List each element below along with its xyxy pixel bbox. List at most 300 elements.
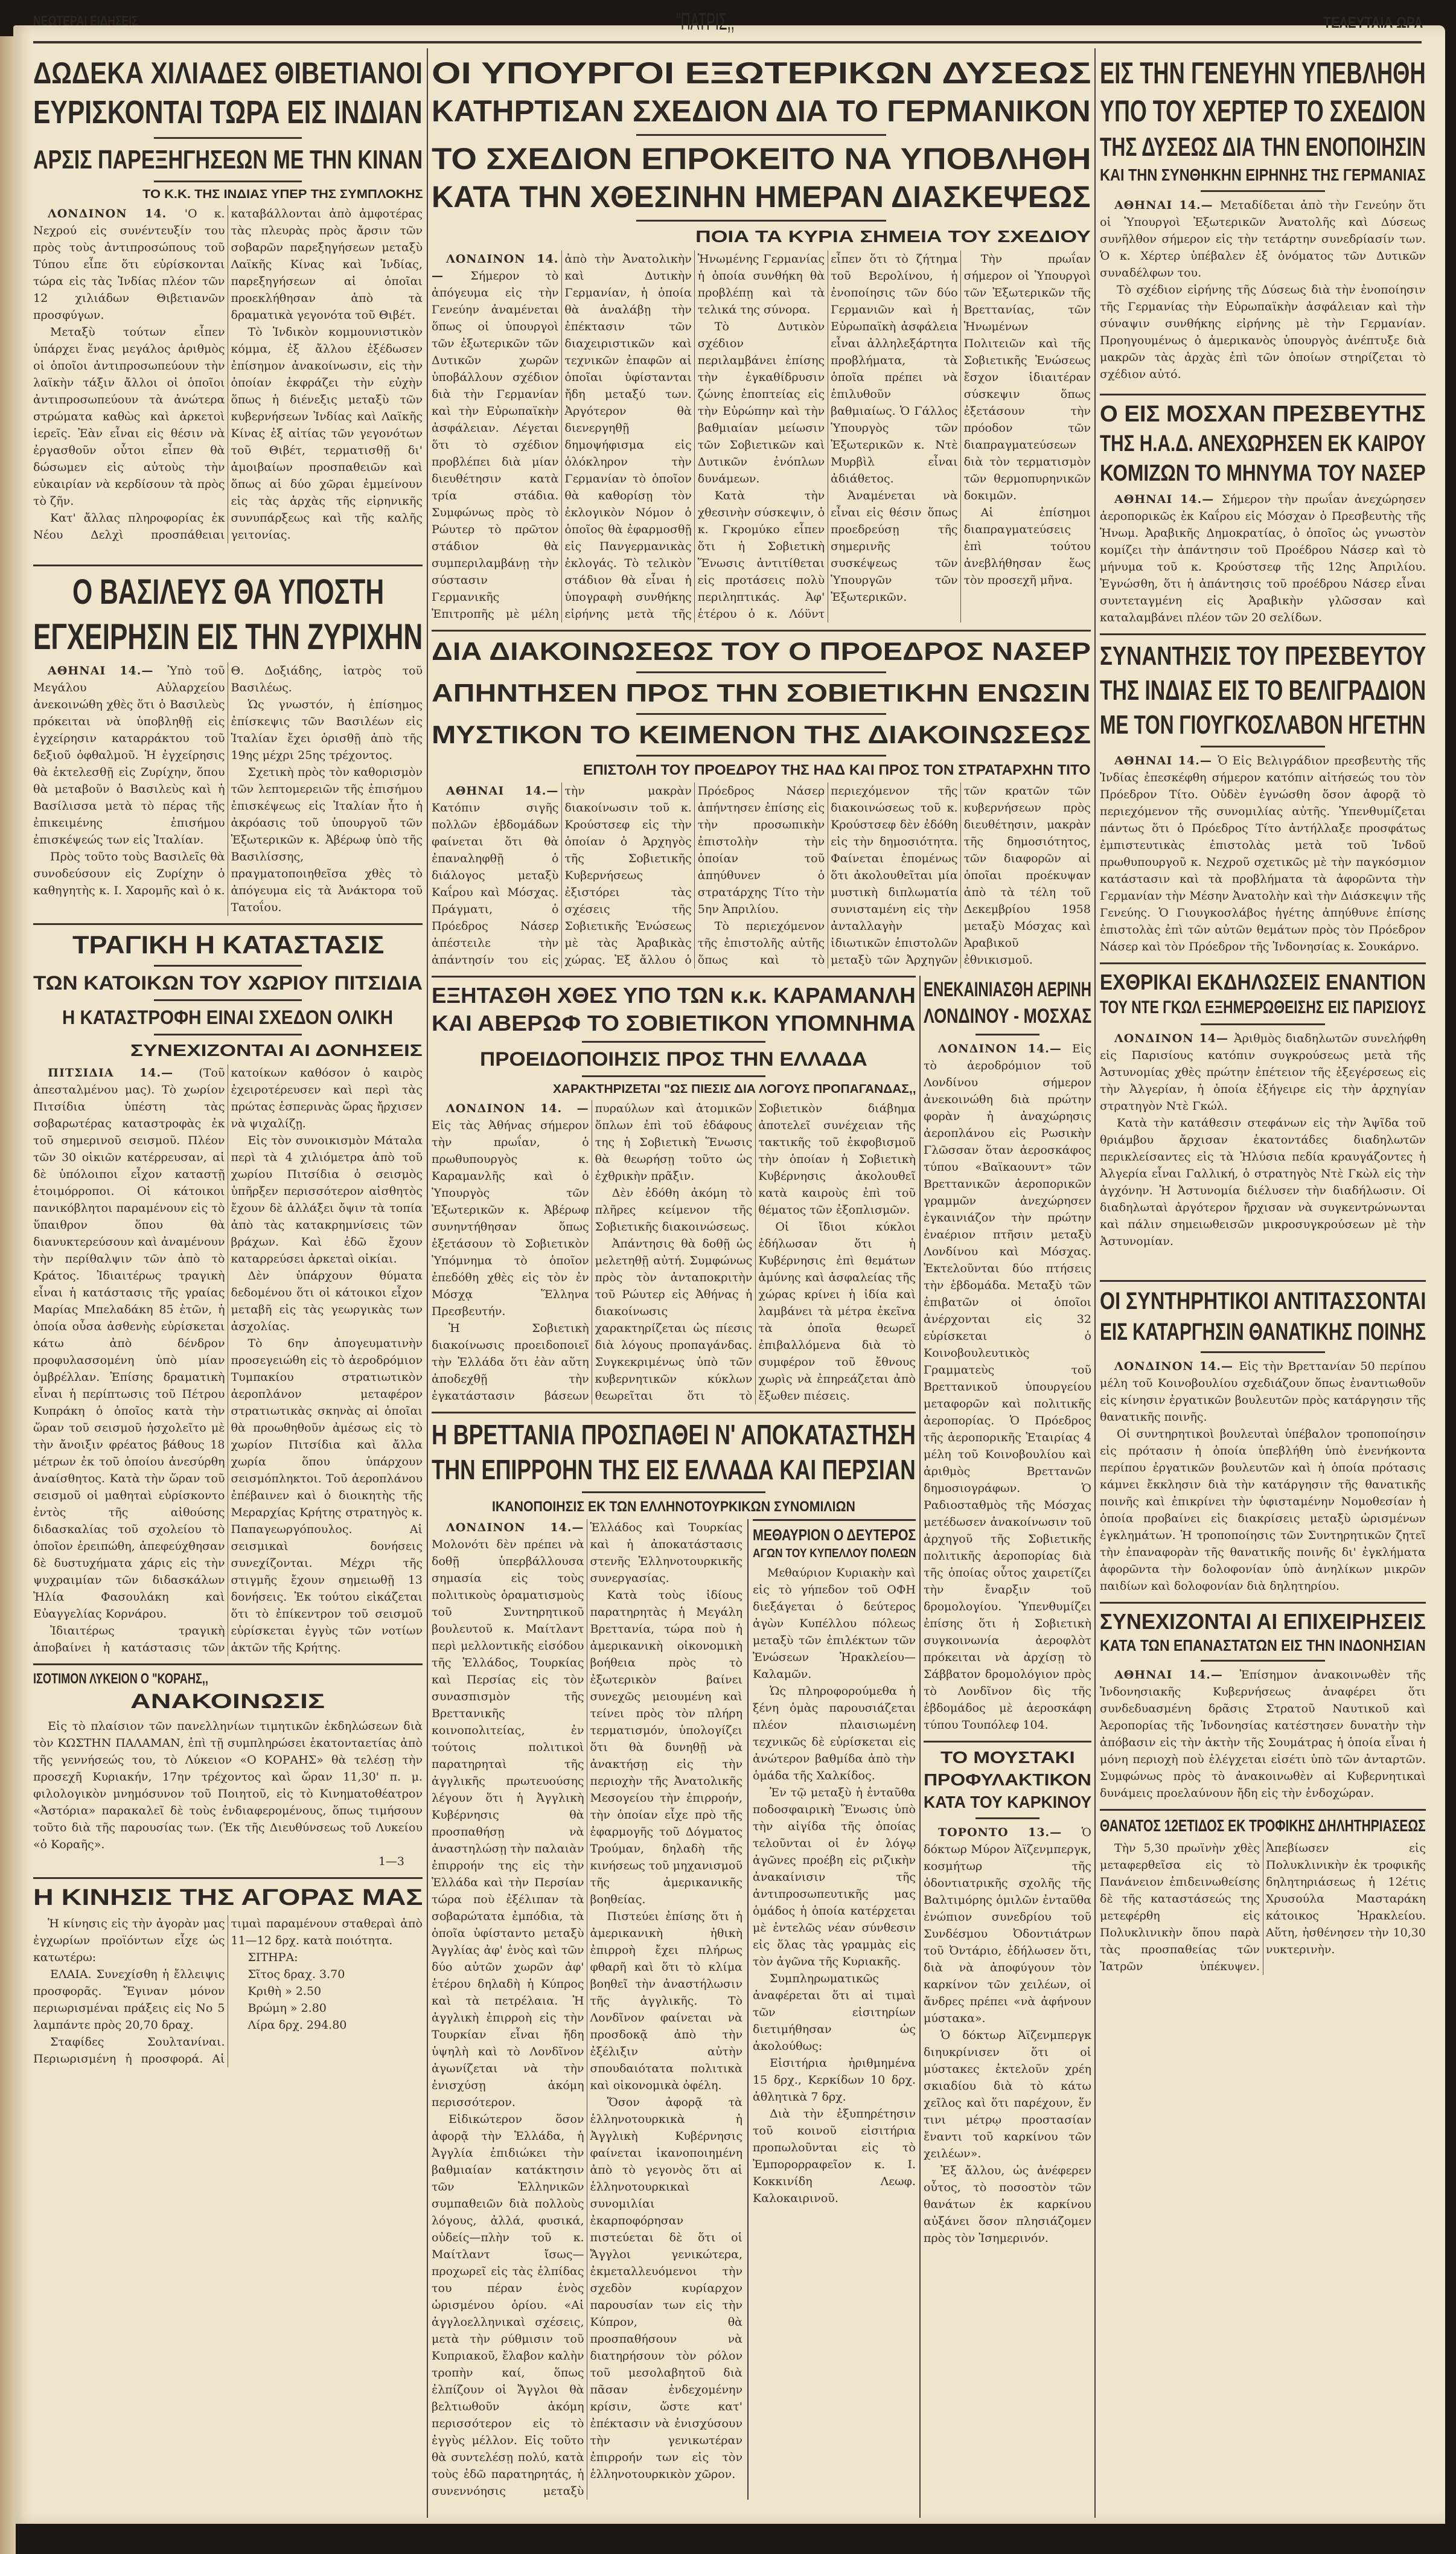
- headline-text: ΚΑΤΑ ΤΩΝ ΕΠΑΝΑΣΤΑΤΩΝ ΕΙΣ ΤΗΝ ΙΝΔΟΝΗΣΙΑΝ: [1100, 1636, 1426, 1654]
- article-paragraph: [1100, 1358, 1426, 1426]
- headline-rule: [154, 181, 302, 182]
- headline: [1100, 1608, 1426, 1634]
- headline-text: ΕΝΕΚΑΙΝΙΑΣΘΗ ΑΕΡΙΝΗ: [924, 978, 1092, 1001]
- section-divider: [432, 1412, 916, 1413]
- paragraph-text: Εἰς τὰς Ἀθήνας σήμερον τὴν πρωΐαν, ὁ πρωθυπουργὸς κ. Καραμανλῆς καὶ ὁ Ὑπουργὸς τῶν Ἐξωτερικῶν κ. Ἀβέρωφ συνηντήθησαν ὅπως ἐξετάσουν τὸ Σοβιετικὸν Ὑπόμνημα τὸ ὁποῖον ἐπεδόθη χθὲς εἰς τὸν ἐν Μόσχᾳ Ἕλληνα Πρεσβευτήν.: [432, 1119, 589, 1318]
- paragraph-text: Ὡς πληροφορούμεθα ἡ ξένη ὁμὰς παρουσιάζεται πλέον πλαισιωμένη τεχνικῶς δὲ εὑρίσκεται εἰς ἀνώτερον βαθμίδα ἀπὸ τὴν ὁμάδα τῆς Χαλκίδος.: [753, 1685, 916, 1782]
- paragraph-text: Ἰδιαιτέρως τραγικὴ ἀποβαίνει ἡ κατάστασις τῶν κατοίκων καθόσον ὁ καιρὸς ἐχειροτέρευσεν καὶ περὶ τὰς πρώτας ἑσπερινὰς ὥρας ἤρχισεν νὰ ψιχαλίζῃ.: [33, 1066, 423, 1654]
- paragraph-text: Κριθὴ » 2.50: [247, 1985, 322, 1998]
- article-body: [33, 1718, 423, 1870]
- section-divider: [753, 1519, 916, 1521]
- headline-rule: [582, 1491, 766, 1493]
- article-paragraph: [1100, 752, 1426, 955]
- headline-text: ΤΗΣ Η.Α.Δ. ΑΝΕΧΩΡΗΣΕΝ ΕΚ ΚΑΙΡΟΥ: [1100, 431, 1426, 456]
- headline-text: ΚΟΜΙΖΩΝ ΤΟ ΜΗΝΥΜΑ ΤΟΥ ΝΑΣΕΡ: [1100, 461, 1426, 486]
- subheadline: [1100, 997, 1426, 1019]
- dateline: ΛΟΝΔΙΝΟΝ 14—: [1114, 1032, 1234, 1045]
- dateline: ΛΟΝΔΙΝΟΝ 14.: [48, 207, 185, 220]
- headline-rule: [1201, 1351, 1324, 1353]
- headline-rule: [154, 137, 302, 139]
- masthead-rule: [33, 41, 1422, 43]
- headline-rule: [1201, 1023, 1324, 1025]
- article-conservatives: [1100, 1280, 1426, 1595]
- subheadline: [33, 971, 423, 994]
- headline-text: ΜΕΘΑΥΡΙΟΝ Ο ΔΕΥΤΕΡΟΣ: [753, 1526, 916, 1544]
- paragraph-text: Ἐξ ἄλλου, ὡς ἀνέφερεν οὗτος, τὸ ποσοστὸν τῶν θανάτων ἐκ καρκίνου αὐξάνει ὅσον πλησιάζομεν πρὸς τὸν Ἰσημερινόν.: [924, 2164, 1091, 2245]
- article-paragraph: [33, 205, 225, 324]
- article-koraes: [33, 1663, 423, 1870]
- paragraph-text: Ὡς γνωστόν, ἡ ἐπίσημος ἐπίσκεψις τῶν Βασιλέων εἰς Ἰταλίαν ἔχει ὁρισθῇ ἀπὸ τῆς 19ης μέχρι 25ης τρέχοντος.: [231, 698, 423, 762]
- headline-text: ΕΓΧΕΙΡΗΣΙΝ ΕΙΣ ΤΗΝ ΖΥΡΙΧΗΝ: [33, 616, 423, 657]
- article-ministers: [432, 53, 1091, 622]
- headline-rule: [636, 713, 887, 715]
- column-rule: [919, 976, 921, 2518]
- article-paragraph: [1100, 1666, 1426, 1802]
- dateline: ΛΟΝΔΙΝΟΝ 14. —: [446, 1102, 589, 1115]
- headline: [1100, 640, 1426, 672]
- section-divider: [1100, 394, 1426, 395]
- headline-rule: [582, 1075, 766, 1077]
- article-paragraph: [231, 1949, 423, 1966]
- paragraph-text: Σταφίδες Σουλτανίναι. Περιωρισμένη ἡ προσφορά. Αἱ τιμαὶ παραμένουν σταθεραὶ ἀπὸ 11—12 δρχ. κατὰ ποιότητα.: [33, 1917, 423, 2066]
- article-body: [33, 1064, 423, 1656]
- headline: [1100, 55, 1426, 91]
- article-paragraph: [924, 2162, 1091, 2247]
- headline-text: ΠΟΙΑ ΤΑ ΚΥΡΙΑ ΣΗΜΕΙΑ ΤΟΥ ΣΧΕΔΙΟΥ: [695, 227, 1091, 246]
- headline-text: ΤΗΣ ΙΝΔΙΑΣ ΕΙΣ ΤΟ ΒΕΛΙΓΡΑΔΙΟΝ: [1100, 674, 1426, 706]
- article-paragraph: [231, 696, 423, 764]
- headline-text: Η ΒΡΕΤΤΑΝΙΑ ΠΡΟΣΠΑΘΕΙ Ν' ΑΠΟΚΑΤΑΣΤΗΣΗ: [432, 1419, 916, 1450]
- section-divider: [432, 630, 1091, 632]
- headline: [33, 930, 423, 960]
- paragraph-text: Οἱ συντηρητικοὶ βουλευταὶ ὑπέβαλον τροποποίησιν εἰς πρότασιν ἡ ὁποία ὑπεβλήθη ὑπὸ ἐνενήκοντα περίπου ἐργατικῶν βουλευτῶν καὶ ἡ ὁποία πρότασις κάμνει ἔκκλησιν διὰ τὴν κατάργησιν τῆς θανατικῆς ποινῆς καὶ ἐπικρίνει τὴν ὑφισταμένην Νομοθεσίαν ἡ ὁποία προβαίνει εἰς διακρίσεις μεταξὺ ὡρισμένων ἐγκλημάτων. Ἡ τροποποίησις τῶν Συντηρητικῶν ζητεῖ τὴν ἐπαναφορὰν τῆς θανατικῆς ποινῆς δι' ἐγκλήματα ἀφορῶντα τὴν δολοφονίαν ὑπὸ ἀνηλίκων μικρῶν παιδίων καὶ δολοφονίαν διὰ δηλητηρίου.: [1100, 1427, 1426, 1593]
- subheadline: [924, 1004, 1091, 1029]
- section-divider: [33, 1877, 423, 1879]
- article-body: [33, 1915, 423, 2067]
- headline: [753, 1526, 916, 1544]
- article-paragraph: [590, 1908, 743, 2094]
- article-paragraph: [964, 504, 1091, 589]
- subheadline: [924, 1792, 1091, 1813]
- headline-text: Ο ΒΑΣΙΛΕΥΣ ΘΑ ΥΠΟΣΤΗ: [72, 572, 384, 612]
- article-paragraph: [753, 1683, 916, 1784]
- article-paragraph: [33, 1064, 225, 1622]
- article-paragraph: [698, 318, 825, 487]
- article-paragraph: [1100, 1840, 1426, 1975]
- paragraph-text: Συμπληρωματικῶς ἀναφέρεται ὅτι αἱ τιμαὶ τῶν εἰσιτηρίων διετιμήθησαν ὡς ἀκολούθως:: [753, 1972, 916, 2053]
- paragraph-text: Κατὰ τὴν κατάθεσιν στεφάνων εἰς τὴν Ἁψῖδα τοῦ θριάμβου ἄρχισαν ἑκατοντάδες διαδηλωτῶν περικλείσαντες εἰς τὰ Ἠλύσια πεδία κραυγάζοντες ἡ Ἀλγερία εἶναι Γαλλική, ὁ στρατηγὸς Ντὲ Γκὼλ εἰς τὴν ἀγχόνην. Ἡ Ἀστυνομία διέλυσεν τὴν διαδήλωσιν. Οἱ διαδηλωταὶ ἀργότερον ἤρχισαν νὰ συγκεντρώνωνται καὶ πάλιν σημειωθεισῶν μικροσυγκρούσεων μὲ τὴν Ἀστυνομίαν.: [1100, 1116, 1426, 1248]
- column-rule: [427, 48, 428, 2518]
- article-king: [33, 565, 423, 916]
- headline-text: ΙΣΟΤΙΜΟΝ ΛΥΚΕΙΟΝ Ο "ΚΟΡΑΗΣ,,: [33, 1671, 208, 1687]
- article-paragraph: [231, 1132, 423, 1267]
- article-paragraph: [33, 1718, 423, 1853]
- headline-text: ΣΥΝΕΧΙΖΟΝΤΑΙ ΑΙ ΔΟΝΗΣΕΙΣ: [130, 1041, 423, 1060]
- article-indonesia: [1100, 1602, 1426, 1802]
- article-belgrade: [1100, 633, 1426, 955]
- headline-rule: [636, 220, 887, 222]
- subheadline: [432, 179, 1091, 215]
- article-paragraph: [231, 2017, 423, 2034]
- paragraph-text: Ἐν τῷ μεταξὺ ἡ ἐνταῦθα ποδοσφαιρικὴ Ἕνωσις ὑπὸ τὴν αἰγίδα τῆς ὁποίας τελοῦνται οἱ ἐν λόγῳ ἀγῶνες προέβη εἰς ριζικὴν ἀνακαίνισιν τῆς ἀντιπροσωπευτικῆς μας ὁμάδος ἡ ὁποία κατέρχεται μὲ ἐντελῶς νέαν σύνθεσιν εἰς ὅλας τὰς γραμμὰς εἰς τὸν ἀγῶνα τῆς Κυριακῆς.: [753, 1786, 916, 1968]
- paragraph-text: Εἰς τὸ ἀεροδρόμιον τοῦ Λονδίνου σήμερον ἀνεκοινώθη διὰ πρώτην φορὰν ἡ ἀναχώρησις ἀεροπλάνου εἰς Ρωσικὴν Γλῶσσαν ὅταν ἀεροσκάφος τύπου «Βαϊκαουντ» τῶν Βρεττανικῶν ἀεροπορικῶν γραμμῶν ἀνεχώρησεν ἐγκαινιάζον τὴν πρώτην ἐναέριον πτῆσιν μεταξὺ Λονδίνου καὶ Μόσχας. Ἐκτελοῦνται δύο πτήσεις τὴν ἑβδομάδα. Μεταξὺ τῶν ἐπιβατῶν οἱ ὁποῖοι ἀνέρχονται εἰς 32 εὑρίσκεται ὁ Κοινοβουλευτικὸς Γραμματεὺς τοῦ Βρεττανικοῦ ὑπουργείου μεταφορῶν καὶ πολιτικῆς ἀεροπορίας. Ὁ Πρόεδρος τῆς ἀεροπορικῆς Ἑταιρίας 4 μέλη τοῦ Κοινοβουλίου καὶ ἀριθμὸς Βρεττανῶν δημοσιογράφων. Ὁ Ραδιοσταθμὸς τῆς Μόσχας μετέδωσεν ἀνακοίνωσιν τοῦ ἀρχηγοῦ τῆς Σοβιετικῆς πολιτικῆς ἀεροπορίας διὰ τῆς ὁποίας οὗτος χαιρετίζει τὴν ἔναρξιν τοῦ δρομολογίου. Ὑπενθυμίζει ἐπίσης ὅτι ἡ Σοβιετικὴ συγκοινωνία ἀεροφλὸτ πρόκειται νὰ ἀρχίσῃ τὸ Σάββατον δρομολόγιον πρὸς τὸ Λονδῖνον δὶς τῆς ἑβδομάδος μὲ ἀεροσκάφη τύπου Τουπόλεφ 104.: [924, 1042, 1091, 1732]
- headline-rule: [1201, 190, 1324, 192]
- article-body: [432, 783, 1091, 968]
- subheadline: [432, 678, 1091, 708]
- headline: [432, 1418, 916, 1451]
- subheadline: [432, 141, 1091, 177]
- headline: [432, 636, 1091, 667]
- article-agora: [33, 1877, 423, 2067]
- paragraph-text: ΕΛΑΙΑ. Συνεχίσθη ἡ ἔλλειψις προσφορᾶς. Ἔγιναν μόνον περιωρισμέναι πράξεις εἰς Νο 5 λαμπάντε πρὸς 20,70 δραχ.: [33, 1968, 225, 2032]
- subheadline: [1100, 459, 1426, 487]
- article-paragraph: [33, 324, 225, 510]
- paragraph-text: Δὲν ὑπάρχουν θύματα δεδομένου ὅτι οἱ κάτοικοι εἶχον μεταβῆ εἰς τὰς γεωργικὰς των ἀσχολίας.: [231, 1269, 423, 1333]
- section-divider: [33, 1663, 423, 1665]
- paragraph-text: ΣΙΤΗΡΑ:: [247, 1951, 298, 1964]
- paragraph-text: Τὸ Δυτικὸν σχέδιον περιλαμβάνει ἐπίσης τὴν ἐγκαθίδρυσιν ζώνης ἐποπτείας εἰς τὴν Εὐρώπην καὶ τὴν βαθμιαίαν μείωσιν τῶν Σοβιετικῶν καὶ Δυτικῶν ἐνόπλων δυνάμεων.: [697, 320, 825, 485]
- paragraph-text: Εἰς τὸ πλαίσιον τῶν πανελληνίων τιμητικῶν ἐκδηλώσεων διὰ τὸν ΚΩΣΤΗΝ ΠΑΛΑΜΑΝ, ἐπὶ τῇ συμπληρώσει ἑκατονταετίας ἀπὸ τῆς γεννήσεώς του, τὸ Λύκειον «Ο ΚΟΡΑΗΣ» θὰ τελέσῃ τὴν προσεχῆ Κυριακήν, 17ην τρέχοντος καὶ ὥραν 11,30' π. μ. φιλολογικὸν μνημόσυνον τοῦ Ποιητοῦ, εἰς τὸ Κινηματοθέατρον «Ἀστόρια» παρακαλεῖ δὲ τοὺς ἐνδιαφερομένους, ὅπως τιμήσουν τοῦτο διὰ τῆς παρουσίας των. (Ἐκ τῆς Διευθύνσεως τοῦ Λυκείου «ὁ Κοραῆς».: [33, 1720, 423, 1851]
- section-divider: [924, 1741, 1091, 1743]
- paragraph-text: Ἡ Σοβιετικὴ διακοίνωσις προειδοποιεῖ τὴν Ἑλλάδα ὅτι ἐὰν αὕτη ἀποδεχθῇ τὴν ἐγκατάστασιν βάσεων πυραύλων καὶ ἀτομικῶν ὅπλων ἐπὶ τοῦ ἐδάφους της ἡ Σοβιετικὴ Ἕνωσις θὰ θεωρήσῃ τοῦτο ὡς ἐχθρικὴν πρᾶξιν.: [432, 1102, 753, 1403]
- article-body: [1100, 197, 1426, 383]
- section-divider: [1100, 962, 1426, 964]
- article-paragraph: [753, 1970, 916, 2055]
- paragraph-text: Σήμερον τὴν πρωΐαν ἀνεχώρησεν ἀεροπορικῶς ἐκ Καΐρου εἰς Μόσχαν ὁ Πρεσβευτὴς τῆς Ἡνωμ. Ἀραβικῆς Δημοκρατίας, ὁ ὁποῖος ὡς γνωστὸν κομίζει τὴν ἀπάντησιν τοῦ Προέδρου Νάσερ καὶ τὸ μήνυμα τοῦ κ. Κρούστσεφ τῆς 12ης Ἀπριλίου. Ἐγνώσθη, ὅτι ἡ ἀπάντησις τοῦ προέδρου Νάσερ εἶναι συντεταγμένη εἰς Ἀραβικὴν γλῶσσαν καὶ καταλαμβάνει πλέον τῶν 20 σελίδων.: [1100, 493, 1426, 624]
- column-rule: [1094, 48, 1096, 2518]
- headline-text: ΕΞΗΤΑΣΘΗ ΧΘΕΣ ΥΠΟ ΤΩΝ κ.κ. ΚΑΡΑΜΑΝΛΗ: [432, 983, 916, 1008]
- subheadline: [432, 1498, 916, 1515]
- headline-text: Η ΚΑΤΑΣΤΡΟΦΗ ΕΙΝΑΙ ΣΧΕΔΟΝ ΟΛΙΚΗ: [62, 1007, 394, 1028]
- headline-text: ΕΧΘΡΙΚΑΙ ΕΚΔΗΛΩΣΕΙΣ ΕΝΑΝΤΙΟΝ: [1100, 970, 1426, 994]
- subheadline: [432, 1453, 916, 1487]
- headline-text: ΟΙ ΣΥΝΤΗΡΗΤΙΚΟΙ ΑΝΤΙΤΑΣΣΟΝΤΑΙ: [1100, 1288, 1426, 1314]
- subheadline: [432, 1010, 916, 1036]
- article-paragraph: [758, 1218, 916, 1404]
- paragraph-text: Τὴν πρωΐαν σήμερον οἱ Ὑπουργοὶ τῶν Ἐξωτερικῶν τῆς Βρεττανίας, τῶν Ἡνωμένων Πολιτειῶν καὶ τῆς Σοβιετικῆς Ἑνώσεως ἔσχον ἰδιαιτέραν σύσκεψιν ὅπως ἐξετάσουν τὴν πρόοδον τῶν διαπραγματεύσεων διὰ τὸν τερματισμὸν τῶν θερμοπυρηνικῶν δοκιμῶν.: [963, 252, 1091, 502]
- article-body: [1100, 1666, 1426, 1802]
- headline: [1100, 969, 1426, 995]
- headline-rule: [1201, 1660, 1324, 1662]
- dateline: ΑΘΗΝΑΙ 14.—: [1114, 1668, 1240, 1682]
- article-body: [432, 251, 1091, 622]
- article-body: [432, 1100, 916, 1404]
- article-paragraph: [590, 1587, 743, 1908]
- article-paragraph: [595, 1185, 753, 1235]
- headline: [924, 1747, 1091, 1768]
- paragraph-text: Λίρα δρχ. 294.80: [247, 2018, 347, 2032]
- paragraph-text: Ἐπίσημον ἀνακοινωθὲν τῆς Ἰνδονησιακῆς Κυβερνήσεως ἀναφέρει ὅτι συνδεδυασμένη δρᾶσις Στρατοῦ Ναυτικοῦ καὶ Ἀεροπορίας τῆς Ἰνδονησίας κατέστησεν δυνατὴν τὴν ἀπόβασιν εἰς τὴν ἀκτὴν τῆς Σουμάτρας ἡ ὁποία εἶναι ἡ μόνη περιοχὴ ποὺ ἐλέγχεται εἰσέτι ὑπὸ τῶν ἀνταρτῶν. Συμφώνως πρὸς τὸ ἀνακοινωθὲν αἱ Κυβερνητικαὶ δυνάμεις προελαύνουν ἤδη εἰς τὴν ἐνδοχώραν.: [1100, 1668, 1426, 1800]
- headline-text: ΤΗΣ ΔΥΣΕΩΣ ΔΙΑ ΤΗΝ ΕΝΟΠΟΙΗΣΙΝ: [1100, 132, 1426, 162]
- dateline: ΑΘΗΝΑΙ 14.—: [1114, 754, 1218, 767]
- article-paragraph: [33, 1915, 225, 1966]
- paragraph-text: Τὸ περιεχόμενον τῆς ἐπιστολῆς αὐτῆς ὅπως καὶ τὸ περιεχόμενον τῆς διακοινώσεως τοῦ κ. Κρούστσεφ δὲν ἐδόθη εἰς τὴν δημοσιότητα. Φαίνεται ἐπομένως ὅτι ἀκολουθεῖται μία μυστικὴ διπλωματία συνισταμένη εἰς τὴν ἀνταλλαγὴν ἰδιωτικῶν ἐπιστολῶν μεταξὺ τῶν Ἀρχηγῶν τῶν κρατῶν τῶν κυβερνήσεων πρὸς διευθέτησιν, μακρὰν τῆς δημοσιότητος, τῶν διαφορῶν αἱ ὁποῖαι προέκυψαν ἀπὸ τὰ τέλη τοῦ Δεκεμβρίου 1958 μεταξὺ Μόσχας καὶ Ἀραβικοῦ ἐθνικισμοῦ.: [697, 784, 1091, 967]
- article-body: [924, 1824, 1091, 2247]
- headline: [432, 982, 916, 1008]
- article-degaulle: [1100, 962, 1426, 1250]
- headline-text: ΤΟ Κ.Κ. ΤΗΣ ΙΝΔΙΑΣ ΥΠΕΡ ΤΗΣ ΣΥΜΠΛΟΚΗΣ: [142, 188, 423, 201]
- dateline: ΑΘΗΝΑΙ 14.—: [48, 664, 168, 677]
- headline: [33, 1670, 423, 1688]
- section-divider: [432, 976, 916, 978]
- subheadline: [1100, 674, 1426, 707]
- headline-text: ΚΑΤΑ ΤΗΝ ΧΘΕΣΙΝΗΝ ΗΜΕΡΑΝ ΔΙΑΣΚΕΨΕΩΣ: [432, 180, 1091, 214]
- headline-text: ΣΥΝΕΧΙΖΟΝΤΑΙ ΑΙ ΕΠΙΧΕΙΡΗΣΕΙΣ: [1100, 1609, 1426, 1634]
- paragraph-text: Μεταδίδεται ἀπὸ τὴν Γενεύην ὅτι οἱ Ὑπουργοὶ Ἐξωτερικῶν Ἀνατολῆς καὶ Δύσεως συνῆλθον σήμερον εἰς τὴν τετάρτην συνεδρίασίν των. Ὁ κ. Χέρτερ ὑπέβαλεν ἐξ ὀνόματος τῶν Δυτικῶν συναδέλφων του.: [1100, 199, 1426, 280]
- paragraph-text: 'Ο κ. Νεχρού εἰς συνέντευξίν του πρὸς τοὺς ἀντιπροσώπους τοῦ Τύπου εἶπε ὅτι εὑρίσκονται τώρα εἰς τὰς Ἰνδίας πλέον τῶν 12 χιλιάδων Θιβετιανῶν προσφύγων.: [33, 207, 225, 322]
- dateline: ΑΘΗΝΑΙ 14.—: [1114, 493, 1222, 506]
- paragraph-text: Τὸ σχέδιον εἰρήνης τῆς Δύσεως διὰ τὴν ἐνοποίησιν τῆς Γερμανίας τὴν Εὐρωπαϊκὴν ἀσφάλειαν καὶ τὴν σύναψιν συνθήκης εἰρήνης μὲ τὴν Γερμανίαν. Προηγουμένως ὁ ἀμερικανὸς ὑπουργὸς ἀνέπτυξε διὰ μακρῶν τὰς ἀρχὰς ἐπὶ τῶν ὁποίων στηρίζεται τὸ σχέδιον αὐτό.: [1100, 283, 1426, 381]
- subheadline: [432, 761, 1091, 779]
- article-tibet: [33, 53, 423, 543]
- headline-rule: [636, 134, 887, 136]
- article-football: [753, 1519, 916, 2207]
- headline-text: Η ΚΙΝΗΣΙΣ ΤΗΣ ΑΓΟΡΑΣ ΜΑΣ: [33, 1885, 423, 1910]
- headline-text: ΤΩΝ ΚΑΤΟΙΚΩΝ ΤΟΥ ΧΩΡΙΟΥ ΠΙΤΣΙΔΙΑ: [33, 972, 423, 994]
- section-divider: [33, 923, 423, 925]
- paragraph-text: Κατόπιν σιγῆς πολλῶν ἑβδομάδων φαίνεται ὅτι θὰ ἐπαναληφθῇ ὁ διάλογος μεταξὺ Καΐρου καὶ Μόσχας. Πράγματι, ὁ Πρόεδρος Νάσερ ἀπέστειλε τὴν ἀπάντησίν του εἰς τὴν μακρὰν διακοίνωσιν τοῦ κ. Κρούστσεφ εἰς τὴν ὁποίαν ὁ Ἀρχηγὸς τῆς Σοβιετικῆς Κυβερνήσεως ἐξιστόρει τὰς σχέσεις τῆς Σοβιετικῆς Ἑνώσεως μὲ τὰς Ἀραβικὰς χώρας. Ἐξ ἄλλου ὁ Πρόεδρος Νάσερ ἀπήντησεν ἐπίσης εἰς τὴν προσωπικὴν ἐπιστολὴν τὴν ὁποίαν τοῦ ἀπηύθυνεν ὁ στρατάρχης Τίτο τὴν 5ην Ἀπριλίου.: [432, 784, 825, 967]
- article-paragraph: [231, 1983, 423, 2000]
- newspaper-name: "ΠΑΤΡΙΣ,,: [676, 8, 735, 35]
- subheadline: [924, 1770, 1091, 1790]
- article-paragraph: [964, 251, 1091, 504]
- headline-rule: [636, 671, 887, 673]
- section-label-left: ΝΕΩΤΕΡΑΙ ΕΙΔΗΣΕΙΣ: [33, 13, 138, 28]
- dateline: ΛΟΝΔΙΝΟΝ 14. —: [432, 252, 559, 283]
- subheadline: [33, 615, 423, 659]
- headline-text: ΤΡΑΓΙΚΗ Η ΚΑΤΑΣΤΑΣΙΣ: [72, 930, 384, 959]
- dateline: ΤΟΡΟΝΤΟ 13.—: [938, 1826, 1082, 1839]
- paragraph-text: Εἰς τὴν Βρεττανίαν 50 περίπου μέλη τοῦ Κοινοβουλίου σχεδιάζουν ὅπως ἐναντιωθοῦν εἰς κίνησιν ἐργατικῶν βουλευτῶν πρὸς κατάργησιν τῆς θανατικῆς ποινῆς.: [1100, 1360, 1426, 1424]
- paragraph-text: Κατ' ἄλλας πληροφορίας ἐκ Νέου Δελχὶ προσπάθειαι καταβάλλονται ἀπὸ ἀμφοτέρας τὰς πλευρὰς πρὸς ἄρσιν τῶν σοβαρῶν παρεξηγήσεων μεταξὺ Λαϊκῆς Κίνας καὶ Ἰνδίας, παρεξηγήσεων αἱ ὁποῖαι προεκλήθησαν ἀπὸ τὰ δραματικὰ γεγονότα τοῦ Θιβέτ.: [33, 207, 423, 542]
- headline-text: ΜΕ ΤΟΝ ΓΙΟΥΓΚΟΣΛΑΒΟΝ ΗΓΕΤΗΝ: [1100, 710, 1426, 740]
- subheadline: [33, 1040, 423, 1061]
- dateline: ΛΟΝΔΙΝΟΝ 14.—: [1114, 1360, 1239, 1373]
- headline: [1100, 1816, 1426, 1836]
- article-body: [1100, 752, 1426, 955]
- article-karamanlis: [432, 976, 916, 1404]
- headline-text: ΕΙΣ ΚΑΤΑΡΓΗΣΙΝ ΘΑΝΑΤΙΚΗΣ ΠΟΙΝΗΣ: [1100, 1319, 1426, 1345]
- article-paragraph: [1100, 281, 1426, 383]
- dateline: ΠΙΤΣΙΔΙΑ 14.—: [48, 1066, 199, 1080]
- subheadline: [1100, 1636, 1426, 1655]
- headline-text: ΤΟ ΣΧΕΔΙΟΝ ΕΠΡΟΚΕΙΤΟ ΝΑ ΥΠΟΒΛΗΘΗ: [432, 142, 1091, 176]
- headline-text: ΧΑΡΑΚΤΗΡΙΖΕΤΑΙ "ΩΣ ΠΙΕΣΙΣ ΔΙΑ ΛΟΓΟΥΣ ΠΡΟΠΑΓΑΝΔΑΣ,,: [552, 1083, 916, 1096]
- article-paragraph: [831, 487, 957, 606]
- paragraph-text: Πιστεύει ἐπίσης ὅτι ἡ ἀμερικανικὴ ἠθικὴ ἐπιρροὴ ἔχει πλήρως φθαρῆ καὶ ὅτι τὸ κλίμα βοηθεῖ τὴν ἀναστήλωσιν τῆς ἀγγλικῆς. Τὸ Λονδῖνον φαίνεται νὰ προσδοκᾷ ἀπὸ τὴν ἐξέλιξιν αὐτὴν σπουδαιότατα πολιτικὰ καὶ οἰκονομικὰ ὀφέλη.: [590, 1910, 742, 2092]
- paragraph-text: Τὴν 5,30 πρωϊνὴν χθὲς μεταφερθεῖσα εἰς τὸ Πανάνειον ἐπιδεινωθείσης δὲ τῆς καταστάσεώς της μετεφέρθη εἰς Πολυκλινικὴν ὅπου παρὰ τὰς προσπαθείας τῶν Ἰατρῶν ὑπέκυψεν. Ἀπεβίωσεν εἰς Πολυκλινικὴν ἐκ τροφικῆς δηλητηριάσεως ἡ 12έτις Χρυσούλα Μασταράκη κάτοικος Ἡρακλείου. Αὕτη, ἠσθένησεν τὴν 10,30 νυκτερινὴν.: [1100, 1842, 1426, 1973]
- article-paragraph: [590, 2094, 743, 2483]
- section-divider: [33, 565, 423, 566]
- headline-text: Ο ΕΙΣ ΜΟΣΧΑΝ ΠΡΕΣΒΕΥΤΗΣ: [1100, 402, 1426, 427]
- article-geneva: [1100, 53, 1426, 383]
- headline-text: ΠΡΟΦΥΛΑΚΤΙΚΟΝ: [924, 1770, 1091, 1789]
- headline-text: ΑΝΑΚΟΙΝΩΣΙΣ: [130, 1690, 325, 1713]
- article-poison: [1100, 1809, 1426, 1975]
- headline-rule: [636, 755, 887, 757]
- paragraph-text: Διὰ τὴν ἐξυπηρέτησιν τοῦ κοινοῦ εἰσιτήρια προπωλοῦνται εἰς τὸ Ἐμπορορραφεῖον κ. Ι. Κοκκινίδη Λεωφ. Καλοκαιρινοῦ.: [753, 2107, 916, 2205]
- headline-rule: [975, 1034, 1039, 1035]
- paragraph-text: Ἀριθμὸς διαδηλωτῶν συνελήφθη εἰς Παρισίους κατόπιν συγκρούσεως μετὰ τῆς Ἀστυνομίας χθὲς πρώτην ἐπέτειον τῆς ἐξεγέρσεως εἰς τὴν Ἀλγερίαν, ἡ ὁποία ἐξήγειρε εἰς τὴν ἀρχηγίαν στρατηγὸν Ντὲ Γκώλ.: [1100, 1032, 1426, 1113]
- dateline: ΑΘΗΝΑΙ 14.—: [446, 784, 559, 798]
- article-paragraph: [33, 662, 225, 848]
- headline-rule: [154, 999, 302, 1001]
- headline-text: ΜΥΣΤΙΚΟΝ ΤΟ ΚΕΙΜΕΝΟΝ ΤΗΣ ΔΙΑΚΟΙΝΩΣΕΩΣ: [432, 720, 1091, 749]
- subheadline: [753, 1546, 916, 1561]
- article-paragraph: [1100, 197, 1426, 281]
- paragraph-text: Εἰς τὸν συνοικισμὸν Μάταλα περὶ τὰ 4 χιλιόμετρα ἀπὸ τοῦ χωρίου Πιτσίδια ὁ σεισμὸς ὑπῆρξεν περισσότερον αἰσθητὸς ἔχουν δὲ ἀλλάξει ὄψιν τὰ τοπία ἀπὸ τὰς κατακρημνίσεις τῶν βράχων. Καὶ ἐδῶ ἔχουν καταρρεύσει ἀρκεταὶ οἰκίαι.: [231, 1134, 423, 1266]
- subheadline: [432, 1048, 916, 1071]
- subheadline: [432, 720, 1091, 750]
- headline-text: ΕΥΡΙΣΚΟΝΤΑΙ ΤΩΡΑ ΕΙΣ ΙΝΔΙΑΝ: [33, 94, 423, 130]
- paragraph-text: Μεταξὺ τούτων εἶπεν ὑπάρχει ἕνας μεγάλος ἀριθμὸς οἱ ὁποῖοι ἀντιπροσωπεύουν τὴν λαϊκὴν τάξιν ἄλλοι οἱ ὁποῖοι ἀντιπροσωπεύουν τὰ ἀνώτερα στρώματα καθὼς καὶ ἀρκετοὶ ἱερεῖς. Ἐὰν εἶναι εἰς θέσιν νὰ ἐργασθοῦν οὗτοι εἶπεν θὰ δώσωμεν εἰς αὐτοὺς τὴν εὐκαιρίαν νὰ κερδίσουν τὰ πρὸς τὸ ζῆν.: [33, 325, 225, 508]
- headline-text: ΑΡΣΙΣ ΠΑΡΕΞΗΓΗΣΕΩΝ ΜΕ ΤΗΝ ΚΙΝΑΝ: [33, 145, 423, 174]
- headline-text: ΘΑΝΑΤΟΣ 12ΕΤΙΔΟΣ ΕΚ ΤΡΟΦΙΚΗΣ ΔΗΛΗΤΗΡΙΑΣΕΩΣ: [1100, 1816, 1426, 1835]
- section-label-right: ΤΕΛΕΥΤΑΙΑ ΩΡΑ: [1323, 13, 1423, 31]
- article-paragraph: [753, 1564, 916, 1683]
- article-body: [1100, 491, 1426, 626]
- article-body: [432, 1519, 742, 2500]
- headline-rule: [582, 1041, 766, 1043]
- headline-text: ΟΙ ΥΠΟΥΡΓΟΙ ΕΞΩΤΕΡΙΚΩΝ ΔΥΣΕΩΣ: [432, 56, 1091, 90]
- paragraph-text: Ὁ δόκτωρ Μύρον Ἀϊζενμπεργκ, κοσμήτωρ τῆς ὀδοντιατρικῆς σχολῆς τῆς Βαλτιμόρης ὁμιλῶν ἐνταῦθα ἐνώπιον συνεδρίου τοῦ Συνδέσμου Ὀδοντιάτρων τοῦ Ὀντάριο, ἐδήλωσεν ὅτι, διὰ νὰ ἀποφύγουν τὸν καρκίνον τῶν χειλέων, οἱ ἄνδρες πρέπει «νὰ ἀφήνουν μύστακα».: [924, 1826, 1091, 2025]
- article-body: [924, 1040, 1091, 1733]
- dateline: ΛΟΝΔΙΝΟΝ 14.—: [938, 1042, 1073, 1055]
- paragraph-text: Τὸ Ἰνδικὸν κομμουνιστικὸν κόμμα, ἐξ ἄλλου ἐξέδωσεν ἐπίσημον ἀνακοίνωσιν, εἰς τὴν ὁποίαν ἐκφράζει τὴν εὐχὴν ὅπως ἡ διένεξις μεταξὺ τῶν κυβερνήσεων Ἰνδίας καὶ Λαϊκῆς Κίνας ἐξ αἰτίας τῶν γεγονότων τοῦ Θιβέτ, τερματισθῇ δι' ἀμοιβαίων προσπαθειῶν καὶ ὅπως αἱ δύο χῶραι ἐμμείνουν εἰς τὰς ἀρχὰς τῆς εἰρηνικῆς συνυπάρξεως καὶ τῆς καλῆς γειτονίας.: [231, 325, 423, 542]
- paragraph-text: Πρὸς τοῦτο τοὺς Βασιλεῖς θὰ συνοδεύσουν εἰς Ζυρίχην ὁ καθηγητὴς κ. Ι. Χαρομῆς καὶ ὁ κ. Θ. Δοξιάδης, ἰατρὸς τοῦ Βασιλέως.: [33, 664, 423, 897]
- headline-text: ΔΙΑ ΔΙΑΚΟΙΝΩΣΕΩΣ ΤΟΥ Ο ΠΡΟΕΔΡΟΣ ΝΑΣΕΡ: [432, 637, 1091, 665]
- subheadline: [33, 93, 423, 132]
- headline-text: ΚΑΙ ΤΗΝ ΣΥΝΘΗΚΗΝ ΕΙΡΗΝΗΣ ΤΗΣ ΓΕΡΜΑΝΙΑΣ: [1100, 165, 1426, 184]
- article-paragraph: [231, 2000, 423, 2017]
- article-body: [33, 205, 423, 543]
- article-paragraph: [231, 1966, 423, 1983]
- section-divider: [1100, 1280, 1426, 1282]
- paragraph-text: Βρώμη » 2.80: [247, 2002, 327, 2015]
- subheadline: [432, 226, 1091, 247]
- paragraph-text: Ὑπὸ τοῦ Μεγάλου Αὐλαρχείου ἀνεκοινώθη χθὲς ὅτι ὁ Βασιλεὺς πρόκειται νὰ ὑποβληθῇ εἰς ἐγχείρησιν καταρράκτου τοῦ δεξιοῦ ὀφθαλμοῦ. Ἡ ἐγχείρησις θὰ ἐκτελεσθῇ εἰς Ζυρίχην, ὅπου θὰ μεταβοῦν ὁ Βασιλεὺς καὶ ἡ Βασίλισσα μετὰ τὸ πέρας τῆς ἐπικειμένης ἐπισήμου ἐπισκέψεώς των εἰς Ἰταλίαν.: [33, 664, 225, 847]
- paragraph-text: Μολονότι δὲν πρέπει νὰ δοθῇ ὑπερβάλλουσα σημασία εἰς τοὺς πολιτικοὺς ὁραματισμοὺς τοῦ Συντηρητικοῦ βουλευτοῦ κ. Μαίτλαντ περὶ μελλοντικῆς εἰσόδου τῆς Ἑλλάδος, Τουρκίας καὶ Περσίας εἰς τὸν συνασπισμὸν τῆς Βρεττανικῆς κοινοπολιτείας, ἐν τούτοις πολιτικοὶ παρατηρηταὶ τῆς ἀγγλικῆς πρωτευούσης λέγουν ὅτι ἡ Ἀγγλικὴ Κυβέρνησις θὰ προσπαθήσῃ νὰ ἀναστηλώσῃ τὴν παλαιὰν ἐπιρροήν της εἰς τὴν Ἑλλάδα καὶ τὴν Περσίαν τώρα ποὺ ἐξέλιπαν τὰ σοβαρώτατα ἐμπόδια, τὰ ὁποῖα ὑφίσταντο μεταξὺ Ἀγγλίας ἀφ' ἑνὸς καὶ τῶν δύο αὐτῶν χωρῶν ἀφ' ἑτέρου δηλαδὴ ἡ Κύπρος καὶ τὰ πετρέλαια. Ἡ ἀγγλικὴ ἐπιρροὴ εἰς τὴν Τουρκίαν εἶναι ἤδη ὑψηλὴ καὶ τὸ Λονδῖνον ἀγωνίζεται νὰ τὴν ἐνισχύσῃ ἀκόμη περισσότερον.: [432, 1538, 584, 2109]
- paragraph-text: Σῖτος δραχ. 3.70: [247, 1968, 345, 1981]
- paragraph-text: Ἀναμένεται νὰ εἶναι εἰς θέσιν ὅπως προεδρεύσῃ τῆς σημερινῆς συσκέψεως τῶν Ὑπουργῶν τῶν Ἐξωτερικῶν.: [831, 489, 958, 604]
- headline-text: ΑΠΗΝΤΗΣΕΝ ΠΡΟΣ ΤΗΝ ΣΟΒΙΕΤΙΚΗΝ ΕΝΩΣΙΝ: [432, 679, 1091, 707]
- headline-text: ΙΚΑΝΟΠΟΙΗΣΙΣ ΕΚ ΤΩΝ ΕΛΛΗΝΟΤΟΥΡΚΙΚΩΝ ΣΥΝΟΜΙΛΙΩΝ: [492, 1499, 856, 1515]
- section-divider: [1100, 1809, 1426, 1811]
- paragraph-text: Σήμερον τὸ ἀπόγευμα εἰς τὴν Γενεύην ἀναμένεται ὅπως οἱ ὑπουργοὶ τῶν ἐξωτερικῶν τῶν Δυτικῶν χωρῶν ὑποβάλλουν σχέδιον διὰ τὴν Γερμανίαν καὶ τὴν Εὐρωπαϊκὴν ἀσφάλειαν. Λέγεται ὅτι τὸ σχέδιον προβλέπει διὰ μίαν διευθέτησιν κατὰ τρία στάδια. Συμφώνως πρὸς τὸ Ρώυτερ τὸ πρῶτον στάδιον θὰ συμπεριλαμβάνῃ τὴν σύστασιν Γερμανικῆς Ἐπιτροπῆς μὲ μέλη ἀπὸ τὴν Ἀνατολικὴν καὶ Δυτικὴν Γερμανίαν, ἡ ὁποία θὰ ἀναλάβῃ τὴν ἐπέκτασιν τῶν διαχειριστικῶν καὶ τεχνικῶν ἐπαφῶν αἱ ὁποῖαι ὑφίστανται ἤδη μεταξύ των. Ἀργότερον θὰ διενεργηθῇ δημοψήφισμα εἰς ὁλόκληρον τὴν Γερμανίαν τὸ ὁποῖον θὰ καθορίσῃ τὸν ἐκλογικὸν Νόμον ὁ ὁποῖος θὰ ἐφαρμοσθῇ εἰς Πανγερμανικὰς ἐκλογάς. Τὸ τελικὸν στάδιον θὰ εἶναι ἡ ὑπογραφὴ συνθήκης εἰρήνης μετὰ τῆς Ἡνωμένης Γερμανίας ἡ ὁποία συνθήκη θὰ προβλέπῃ καὶ τὰ τελικά της σύνορα.: [432, 252, 825, 621]
- paragraph-text: Αἱ ἐπίσημοι διαπραγματεύσεις ἐπὶ τούτου ἀνεβλήθησαν ἕως τὸν προσεχῆ μῆνα.: [963, 506, 1091, 587]
- article-paragraph: [753, 2105, 916, 2207]
- headline-text: ΚΑΤΑ ΤΟΥ ΚΑΡΚΙΝΟΥ: [924, 1793, 1092, 1811]
- article-paragraph: [924, 1040, 1091, 1733]
- paragraph-text: Οἱ ἴδιοι κύκλοι ἐδήλωσαν ὅτι ἡ Κυβέρνησις ἐπὶ θεμάτων ἀμύνης καὶ ἀσφαλείας τῆς χώρας κρίνει ἡ ἰδία καὶ λαμβάνει τὰ μέτρα ἐκεῖνα τὰ ὁποῖα θεωρεῖ ἐπιβαλλόμενα διὰ τὸ συμφέρον τοῦ ἔθνους χωρὶς νὰ ἐπηρεάζεται ἀπὸ ἔξωθεν πιέσεις.: [758, 1220, 916, 1403]
- subheadline: [1100, 131, 1426, 163]
- article-paragraph: [33, 1966, 225, 2034]
- section-divider: [1100, 1602, 1426, 1604]
- headline-text: ΑΓΩΝ ΤΟΥ ΚΥΠΕΛΛΟΥ ΠΟΛΕΩΝ: [753, 1547, 916, 1560]
- headline: [33, 1884, 423, 1912]
- headline: [33, 55, 423, 91]
- article-paragraph: [753, 2055, 916, 2105]
- article-paragraph: [231, 1267, 423, 1335]
- paragraph-text: Σχετικὴ πρὸς τὸν καθορισμὸν τῶν λεπτομερειῶν τῆς ἐπισήμου ἐπισκέψεως εἰς Ἰταλίαν ἦτο ἡ ἀκρόασις τοῦ ὑπουργοῦ τῶν Ἐξωτερικῶν κ. Ἀβέρωφ ὑπὸ τῆς Βασιλίσσης, πραγματοποιηθεῖσα χθὲς τὸ ἀπόγευμα εἰς τὰ Ἀνάκτορα τοῦ Τατοΐου.: [231, 766, 423, 914]
- headline-text: ΤΟΥ ΝΤΕ ΓΚΩΛ ΕΞΗΜΕΡΩΘΕΙΣΗΣ ΕΙΣ ΠΑΡΙΣΙΟΥΣ: [1100, 997, 1426, 1017]
- headline: [33, 571, 423, 613]
- headline-text: ΔΩΔΕΚΑ ΧΙΛΙΑΔΕΣ ΘΙΒΕΤΙΑΝΟΙ: [33, 56, 423, 90]
- paragraph-text: Εἰσιτήρια ἠριθμημένα 15 δρχ., Κερκίδων 10 δρχ. ἀθλητικὰ 7 δρχ.: [753, 2056, 916, 2104]
- article-paragraph: [1100, 1115, 1426, 1250]
- article-paragraph: [924, 2027, 1091, 2162]
- article-paragraph: [231, 1335, 423, 1656]
- subheadline: [1100, 430, 1426, 458]
- article-body: [1100, 1840, 1426, 1975]
- headline-text: ΛΟΝΔΙΝΟΥ - ΜΟΣΧΑΣ: [924, 1005, 1092, 1028]
- headline-text: ΥΠΟ ΤΟΥ ΧΕΡΤΕΡ ΤΟ ΣΧΕΔΙΟΝ: [1100, 94, 1426, 128]
- headline-text: ΠΡΟΕΙΔΟΠΟΙΗΣΙΣ ΠΡΟΣ ΤΗΝ ΕΛΛΑΔΑ: [480, 1048, 867, 1070]
- headline-rule: [1201, 746, 1324, 747]
- headline-text: ΕΠΙΣΤΟΛΗ ΤΟΥ ΠΡΟΕΔΡΟΥ ΤΗΣ ΗΑΔ ΚΑΙ ΠΡΟΣ ΤΟΝ ΣΤΡΑΤΑΡΧΗΝ ΤΙΤΟ: [583, 762, 1091, 778]
- headline-text: ΣΥΝΑΝΤΗΣΙΣ ΤΟΥ ΠΡΕΣΒΕΥΤΟΥ: [1100, 641, 1426, 671]
- headline-rule: [154, 1034, 302, 1035]
- paragraph-text: Κατὰ τὴν χθεσινὴν σύσκεψιν, ὁ κ. Γκρομύκο εἶπεν ὅτι ἡ Σοβιετικὴ Ἕνωσις ἀντιτίθεται εἰς προτάσεις πολὺ περιληπτικάς. Ἀφ' ἑτέρου ὁ κ. Λόϋντ εἶπεν ὅτι τὸ ζήτημα τοῦ Βερολίνου, ἡ ἐνοποίησις τῶν δύο Γερμανιῶν καὶ ἡ Εὐρωπαϊκὴ ἀσφάλεια εἶναι ἀλληλεξάρτητα προβλήματα, τὰ ὁποῖα πρέπει νὰ ἐπιλυθοῦν βαθμιαίως. Ὁ Γάλλος Ὑπουργὸς τῶν Ἐξωτερικῶν κ. Ντὲ Μυρβὶλ εἶναι ἀδιάθετος.: [697, 252, 958, 621]
- article-nasser: [432, 630, 1091, 968]
- article-paragraph: [924, 1824, 1091, 2027]
- subheadline: [33, 144, 423, 176]
- paragraph-text: Δὲν ἐδόθη ἀκόμη τὸ πλῆρες κείμενον τῆς Σοβιετικῆς διακοινώσεως.: [595, 1186, 753, 1234]
- article-paragraph: [1100, 1426, 1426, 1595]
- signature: 1—3: [378, 1855, 404, 1868]
- article-body: [1100, 1030, 1426, 1250]
- headline: [924, 978, 1091, 1002]
- paragraph-text: Μεθαύριον Κυριακὴν καὶ εἰς τὸ γήπεδον τοῦ ΟΦΗ διεξάγεται ὁ δεύτερος ἀγὼν Κυπέλλου πόλεως μεταξὺ τῶν ἐπιλέκτων τῶν Ἑνώσεων Ἡρακλείου—Καλαμῶν.: [753, 1566, 916, 1681]
- article-paragraph: [1100, 1030, 1426, 1115]
- article-body: [1100, 1358, 1426, 1595]
- headline-text: ΕΙΣ ΤΗΝ ΓΕΝΕΥΗΝ ΥΠΕΒΛΗΘΗ: [1100, 56, 1426, 90]
- headline-rule: [975, 1817, 1039, 1819]
- paragraph-text: Ὁ Εἰς Βελιγράδιον πρεσβευτὴς τῆς Ἰνδίας ἐπεσκέφθη σήμερον κατόπιν αἰτήσεώς του τὸν Πρόεδρον Τίτο. Οὐδὲν ἐγνώσθη ὅσον ἀφορᾷ τὸ περιεχόμενον τῆς συνομιλίας αὐτῆς. Ὑπενθυμίζεται πάντως ὅτι ὁ Πρόεδρος Τίτο ἀντήλλαξε προσφάτως ἐμπιστευτικὰς ἐπιστολὰς μετὰ τοῦ Ἰνδοῦ πρωθυπουργοῦ κ. Νεχροῦ σχετικῶς μὲ τὴν παγκόσμιον κατάστασιν καὶ τὰ προβλήματα τὰ ἀφορῶντα τὴν Γερμανίαν τὴν Μέσην Ἀνατολὴν καὶ τὴν Διάσκεψιν τῆς Γενεύης. Ὁ Γιουγκοσλάβος ἡγέτης ἀπηύθυνε ἐπίσης ἐπιστολὰς ἐπὶ τῶν αὐτῶν θεμάτων πρὸς τὸν Πρόεδρον Νάσερ καὶ τὸν Πρόεδρον τῆς Ἰνδονησίας κ. Σουκάρνο.: [1100, 754, 1426, 953]
- headline-text: ΤΟ ΜΟΥΣΤΑΚΙ: [940, 1748, 1075, 1767]
- paragraph-text: Ἡ κίνησις εἰς τὴν ἀγορὰν μας ἐγχωρίων προϊόντων εἶχε ὡς κατωτέρω:: [33, 1917, 225, 1964]
- subheadline: [1100, 165, 1426, 185]
- paragraph-text: Εἰδικώτερον ὅσον ἀφορᾷ τὴν Ἑλλάδα, ἡ Ἀγγλία ἐπιδιώκει τὴν βαθμιαίαν κατάκτησιν τῶν Ἑλληνικῶν συμπαθειῶν διὰ πολλοὺς λόγους, ἀλλά, φυσικά, οὐδείς—πλὴν τοῦ κ. Μαίτλαντ ἴσως—προχωρεῖ εἰς τὰς ἐλπίδας του πέραν ἑνὸς ὡρισμένου ὁρίου. «Αἱ ἀγγλοελληνικαὶ σχέσεις, μετὰ τὴν ρύθμισιν τοῦ Κυπριακοῦ, ἔλαβον καλὴν τροπὴν καί, ὅπως ἐλπίζουν οἱ Ἄγγλοι θὰ βελτιωθοῦν ἀκόμη περισσότερον εἰς τὸ ἐγγὺς μέλλον. Εἰς τοῦτο θὰ συντελέσῃ πολύ, κατὰ τοὺς ἐδῶ παρατηρητάς, ἡ συνεννόησις μεταξὺ Ἑλλάδος καὶ Τουρκίας καὶ ἡ ἀποκατάστασις στενῆς Ἑλληνοτουρκικῆς συνεργασίας.: [432, 1521, 742, 2498]
- subheadline: [33, 1006, 423, 1029]
- headline: [1100, 400, 1426, 428]
- subheadline: [33, 1689, 423, 1714]
- paragraph-text: Ὁ δόκτωρ Ἀϊζενμπεργκ διηυκρίνισεν ὅτι οἱ μύστακες ἐκτελοῦν χρέη σκιαδίου διὰ τὸ κάτω χεῖλος καὶ ὅτι παρέχουν, ἕν τινι μέτρῳ προστασίαν ἔναντι τοῦ καρκίνου τῶν χειλέων».: [924, 2029, 1091, 2160]
- subheadline: [1100, 1317, 1426, 1346]
- subheadline: [432, 1082, 916, 1096]
- article-paragraph: [231, 324, 423, 543]
- article-body: [33, 662, 423, 916]
- article-paragraph: [1100, 491, 1426, 626]
- article-paragraph: [753, 1784, 916, 1970]
- article-pitsidia: [33, 923, 423, 1656]
- headline-text: ΚΑΙ ΑΒΕΡΩΦ ΤΟ ΣΟΒΙΕΤΙΚΟΝ ΥΠΟΜΝΗΜΑ: [432, 1011, 916, 1035]
- subheadline: [33, 187, 423, 202]
- headline-text: ΚΑΤΗΡΤΙΣΑΝ ΣΧΕΔΙΟΝ ΔΙΑ ΤΟ ΓΕΡΜΑΝΙΚΟΝ: [432, 94, 1091, 128]
- paragraph-text: (Τοῦ ἀπεσταλμένου μας). Τὸ χωρίον Πιτσίδια ὑπέστη τὰς σοβαρωτέρας καταστροφὰς ἐκ τοῦ σημερινοῦ σεισμοῦ. Πλέον τῶν 30 οἰκιῶν κατέρρευσαν, αἱ δὲ ὑπόλοιποι εἶχον καταστῇ ἑτοιμόρροποι. Οἱ κάτοικοι πανικόβλητοι παραμένουν εἰς τὸ ὕπαιθρον ὅπου θὰ διανυκτερεύσουν καὶ ἀναμένουν τὴν περίθαλψιν τῶν ἀπὸ τὸ Κράτος. Ἰδιαιτέρως τραγικὴ εἶναι ἡ κατάστασις τῆς γραίας Μαρίας Μπελαδάκη 85 ἐτῶν, ἡ ὁποία οὖσα ἀσθενὴς εὑρίσκεται κάτω ἀπὸ δένδρον προφυλασσομένη ὑπὸ μίαν ὀμβρέλλαν. Ἐπίσης δραματικὴ εἶναι ἡ περίπτωσις τοῦ Πέτρου Κυπράκη ὁ ὁποῖος κατὰ τὴν ὥραν τοῦ σεισμοῦ ἠσχολεῖτο μὲ τὴν ἄνοιξιν φρέατος βάθους 18 μέτρων ἐκ τοῦ ὁποίου ἀνεσύρθη ἀναίσθητος. Κατὰ τὴν ὥραν τοῦ σεισμοῦ οἱ μαθηταὶ εὑρίσκοντο ἐντὸς τῆς αἰθούσης διδασκαλίας τοῦ σχολείου τὸ ὁποῖον ἐρειπώθη, ἀπεφεύχθησαν δὲ δυστυχήματα χάρις εἰς τὴν ψυχραιμίαν τῶν διδασκάλων Ἠλία Φασουλάκη καὶ Εὐαγγελίας Κορνάρου.: [33, 1066, 225, 1621]
- paragraph-text: Κατὰ τοὺς ἰδίους παρατηρητὰς ἡ Μεγάλη Βρεττανία, τώρα ποὺ ἡ ἀμερικανικὴ οἰκονομικὴ βοήθεια πρὸς τὸ ἐξωτερικὸν βαίνει συνεχῶς μειουμένη καὶ τείνει πρὸς τὸν πλήρη τερματισμόν, ὑπολογίζει ὅτι θὰ δυνηθῇ νὰ ἀνακτήσῃ εἰς τὴν περιοχὴν τῆς Ἀνατολικῆς Μεσογείου τὴν ἐπιρροήν, τὴν ὁποίαν εἶχε πρὸ τῆς ἐφαρμογῆς τοῦ Δόγματος Τρούμαν, δηλαδὴ τῆς κινήσεως τοῦ μηχανισμοῦ τῆς ἀμερικανικῆς βοηθείας.: [590, 1589, 742, 1906]
- section-divider: [1100, 633, 1426, 635]
- article-paragraph: [432, 1519, 584, 2111]
- subheadline: [1100, 709, 1426, 741]
- article-moscow: [1100, 394, 1426, 626]
- article-moustache: [924, 1741, 1091, 2247]
- dateline: ΑΘΗΝΑΙ 14.—: [1114, 199, 1220, 212]
- headline: [1100, 1287, 1426, 1316]
- headline-rule: [154, 965, 302, 967]
- article-paragraph: [432, 1100, 589, 1320]
- article-paragraph: [231, 764, 423, 916]
